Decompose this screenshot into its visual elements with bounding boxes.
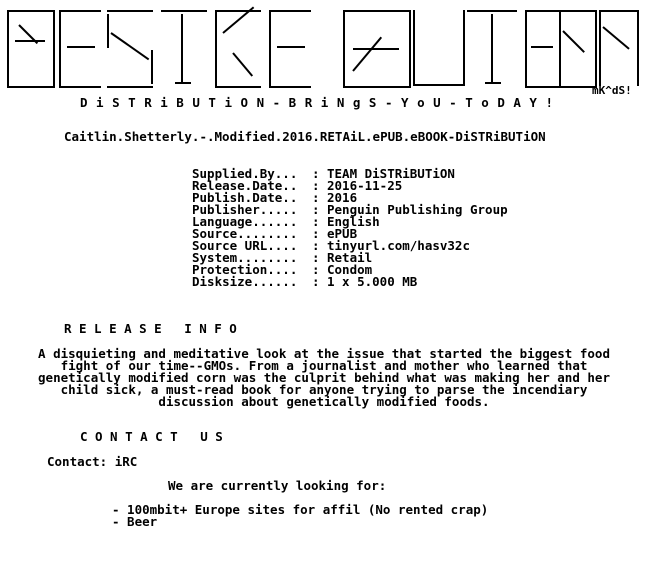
release-description [14,348,634,408]
info-key: System........ [192,250,298,265]
logo-stroke [485,82,501,84]
info-separator: : [312,238,320,253]
logo-letter-i2 [269,10,311,88]
description-line: child sick, a must-read book for anyone trying to parse the incendiary [60,382,588,397]
info-value: 2016 [327,190,358,205]
logo-letter-s [107,10,153,88]
list-item: - 100mbit+ Europe sites for affil (No rented crap) [112,502,489,517]
logo-letter-t [161,10,207,86]
info-key: Publish.Date.. [192,190,298,205]
logo-stroke [151,50,153,84]
logo-stroke [67,46,95,48]
list-item: - Beer [112,514,158,529]
info-separator: : [312,166,320,181]
info-value: Penguin Publishing Group [327,202,508,217]
logo-letter-d [7,10,55,88]
release-name: Caitlin.Shetterly.-.Modified.2016.RETAiL.ePUB.eBOOK-DiSTRiBUTiON [64,129,546,144]
logo-stroke [181,14,183,84]
info-key: Language...... [192,214,298,229]
tagline: D i S T R i B U T i O N - B R i N g S - Y o U - T o D A Y ! [80,95,554,110]
logo-letter-n [599,10,639,86]
logo-stroke [15,40,45,42]
description-line: discussion about genetically modified foods. [158,394,490,409]
info-value: Retail [327,250,373,265]
info-separator: : [312,214,320,229]
info-separator: : [312,190,320,205]
looking-for-text: We are currently looking for: [168,478,387,493]
info-value: TEAM DiSTRiBUTiON [327,166,455,181]
logo-letter-i3 [525,10,559,88]
logo-stroke [491,14,493,84]
release-info-heading: RELEASE INFO [64,321,245,336]
info-row-disksize [192,276,508,288]
logo-letter-o [559,10,597,88]
info-key: Protection.... [192,262,298,277]
info-key: Publisher..... [192,202,298,217]
info-key: Release.Date.. [192,178,298,193]
info-key: Supplied.By... [192,166,298,181]
wanted-list [112,504,488,528]
logo-stroke [107,14,109,48]
info-separator: : [312,274,320,289]
info-separator: : [312,262,320,277]
info-value: 2016-11-25 [327,178,403,193]
logo-letter-u [413,10,465,86]
info-separator: : [312,178,320,193]
info-separator: : [312,250,320,265]
logo-stroke [277,46,305,48]
info-separator: : [312,202,320,217]
info-key: Source........ [192,226,298,241]
info-value: ePUB [327,226,358,241]
description-line: genetically modified corn was the culprit behind what was making her and her [38,370,610,385]
signature: mK^dS! [592,84,632,97]
logo-stroke [175,82,191,84]
logo-stroke [531,46,553,48]
info-separator: : [312,226,320,241]
info-value: Condom [327,262,373,277]
contact-heading: CONTACT US [80,429,231,444]
info-key: Disksize...... [192,274,298,289]
logo-stroke [353,48,399,50]
description-line: fight of our time--GMOs. From a journalist and mother who learned that [60,358,588,373]
ascii-logo [7,10,637,88]
info-key: Source URL.... [192,238,298,253]
info-value: 1 x 5.000 MB [327,274,418,289]
contact-line: Contact: iRC [47,454,138,469]
logo-letter-i [59,10,101,88]
info-value: tinyurl.com/hasv32c [327,238,470,253]
description-line: A disquieting and meditative look at the issue that started the biggest food [38,346,610,361]
release-details-table [192,168,508,288]
info-value: English [327,214,380,229]
